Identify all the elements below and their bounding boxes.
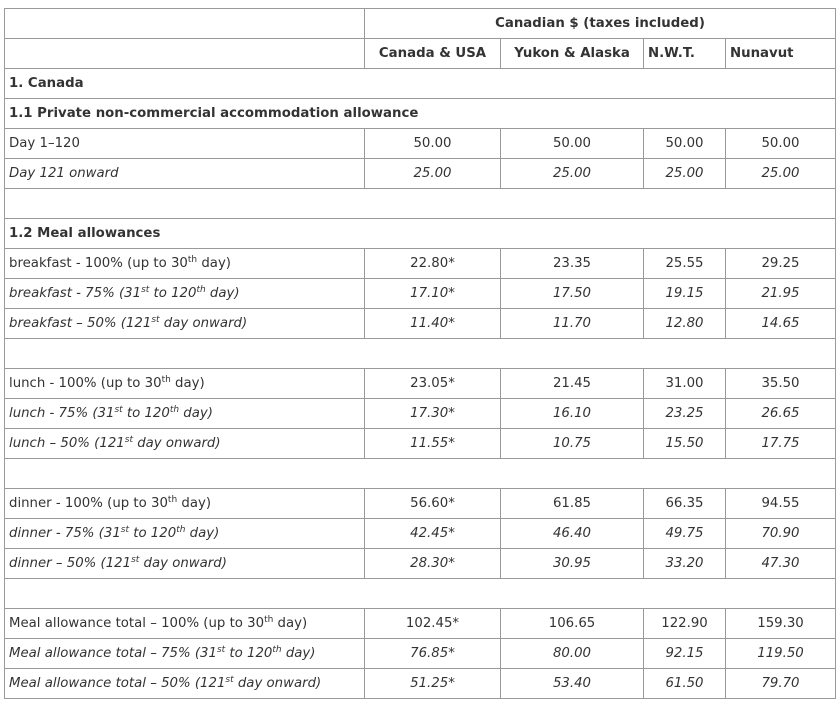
value-cell: 25.00 bbox=[726, 159, 836, 189]
section-row bbox=[5, 99, 836, 129]
value-cell: 46.40 bbox=[501, 519, 644, 549]
meal-group bbox=[5, 369, 836, 459]
section-heading: 1. Canada bbox=[5, 69, 836, 99]
empty-header-cell bbox=[5, 39, 365, 69]
value-cell: 17.30* bbox=[365, 399, 501, 429]
row-label bbox=[5, 429, 365, 459]
row-label bbox=[5, 309, 365, 339]
column-header: Canada & USA bbox=[365, 39, 501, 69]
value-cell: 94.55 bbox=[726, 489, 836, 519]
ordinal-suffix: th bbox=[169, 405, 180, 415]
meal-group bbox=[5, 609, 836, 699]
label-text: to 120 bbox=[225, 646, 273, 661]
table-row bbox=[5, 669, 836, 699]
ordinal-suffix: th bbox=[187, 255, 198, 265]
row-label bbox=[5, 399, 365, 429]
spacer-cell bbox=[5, 579, 836, 609]
value-cell: 15.50 bbox=[644, 429, 726, 459]
spacer-cell bbox=[5, 189, 836, 219]
ordinal-suffix: st bbox=[225, 675, 234, 685]
row-label: Day 121 onward bbox=[5, 159, 365, 189]
value-cell: 42.45* bbox=[365, 519, 501, 549]
column-header: N.W.T. bbox=[644, 39, 726, 69]
value-cell: 28.30* bbox=[365, 549, 501, 579]
value-cell: 23.05* bbox=[365, 369, 501, 399]
value-cell: 10.75 bbox=[501, 429, 644, 459]
value-cell: 47.30 bbox=[726, 549, 836, 579]
label-text: lunch – 50% (121 bbox=[9, 436, 125, 451]
ordinal-suffix: st bbox=[141, 285, 150, 295]
label-text: breakfast – 50% (121 bbox=[9, 316, 152, 331]
label-text: dinner - 100% (up to 30 bbox=[9, 496, 168, 511]
value-cell: 80.00 bbox=[501, 639, 644, 669]
section-heading: 1.2 Meal allowances bbox=[5, 219, 836, 249]
value-cell: 50.00 bbox=[365, 129, 501, 159]
value-cell: 21.45 bbox=[501, 369, 644, 399]
row-label bbox=[5, 249, 365, 279]
label-text: to 120 bbox=[129, 526, 177, 541]
row-label bbox=[5, 669, 365, 699]
label-text: lunch - 100% (up to 30 bbox=[9, 376, 162, 391]
value-cell: 25.00 bbox=[365, 159, 501, 189]
table-row bbox=[5, 279, 836, 309]
table-row bbox=[5, 249, 836, 279]
column-header: Yukon & Alaska bbox=[501, 39, 644, 69]
value-cell: 106.65 bbox=[501, 609, 644, 639]
table-row bbox=[5, 609, 836, 639]
value-cell: 53.40 bbox=[501, 669, 644, 699]
value-cell: 102.45* bbox=[365, 609, 501, 639]
meal-group bbox=[5, 249, 836, 339]
label-text: day) bbox=[177, 496, 212, 511]
ordinal-suffix: st bbox=[124, 435, 133, 445]
table-row bbox=[5, 549, 836, 579]
value-cell: 159.30 bbox=[726, 609, 836, 639]
value-cell: 25.00 bbox=[644, 159, 726, 189]
spacer-cell bbox=[5, 459, 836, 489]
ordinal-suffix: st bbox=[131, 555, 140, 565]
value-cell: 29.25 bbox=[726, 249, 836, 279]
value-cell: 23.25 bbox=[644, 399, 726, 429]
ordinal-suffix: st bbox=[114, 405, 123, 415]
value-cell: 119.50 bbox=[726, 639, 836, 669]
column-header: Nunavut bbox=[726, 39, 836, 69]
label-text: dinner - 75% (31 bbox=[9, 526, 121, 541]
value-cell: 66.35 bbox=[644, 489, 726, 519]
label-text: day) bbox=[273, 616, 308, 631]
value-cell: 76.85* bbox=[365, 639, 501, 669]
ordinal-suffix: th bbox=[264, 615, 274, 625]
value-cell: 33.20 bbox=[644, 549, 726, 579]
row-label bbox=[5, 279, 365, 309]
column-header-row bbox=[5, 39, 836, 69]
label-text: to 120 bbox=[122, 406, 170, 421]
label-text: Meal allowance total – 75% (31 bbox=[9, 646, 217, 661]
ordinal-suffix: th bbox=[161, 375, 171, 385]
value-cell: 16.10 bbox=[501, 399, 644, 429]
value-cell: 50.00 bbox=[644, 129, 726, 159]
value-cell: 17.75 bbox=[726, 429, 836, 459]
table-row bbox=[5, 639, 836, 669]
value-cell: 11.40* bbox=[365, 309, 501, 339]
value-cell: 49.75 bbox=[644, 519, 726, 549]
ordinal-suffix: th bbox=[196, 285, 206, 295]
spacer-row bbox=[5, 189, 836, 219]
value-cell: 26.65 bbox=[726, 399, 836, 429]
value-cell: 17.10* bbox=[365, 279, 501, 309]
row-label: Day 1–120 bbox=[5, 129, 365, 159]
label-text: breakfast - 100% (up to 30 bbox=[9, 256, 188, 271]
section-row bbox=[5, 69, 836, 99]
row-label bbox=[5, 639, 365, 669]
label-text: day onward) bbox=[233, 676, 322, 691]
value-cell: 19.15 bbox=[644, 279, 726, 309]
label-text: day onward) bbox=[132, 436, 221, 451]
allowance-table bbox=[4, 8, 836, 699]
value-cell: 25.00 bbox=[501, 159, 644, 189]
spacer-cell bbox=[5, 339, 836, 369]
ordinal-suffix: th bbox=[176, 525, 186, 535]
spacer-row bbox=[5, 579, 836, 609]
value-cell: 14.65 bbox=[726, 309, 836, 339]
label-text: Meal allowance total – 100% (up to 30 bbox=[9, 616, 265, 631]
value-cell: 11.70 bbox=[501, 309, 644, 339]
ordinal-suffix: th bbox=[272, 645, 282, 655]
section-heading: 1.1 Private non-commercial accommodation allowance bbox=[5, 99, 836, 129]
currency-header: Canadian $ (taxes included) bbox=[365, 9, 836, 39]
label-text: to 120 bbox=[149, 286, 197, 301]
ordinal-suffix: st bbox=[151, 315, 160, 325]
row-label bbox=[5, 489, 365, 519]
label-text: day) bbox=[281, 646, 316, 661]
value-cell: 22.80* bbox=[365, 249, 501, 279]
label-text: day) bbox=[170, 376, 205, 391]
table-row bbox=[5, 489, 836, 519]
value-cell: 50.00 bbox=[501, 129, 644, 159]
value-cell: 51.25* bbox=[365, 669, 501, 699]
currency-header-row bbox=[5, 9, 836, 39]
label-text: day onward) bbox=[159, 316, 248, 331]
row-label bbox=[5, 549, 365, 579]
table-row bbox=[5, 519, 836, 549]
label-text: day onward) bbox=[139, 556, 227, 571]
value-cell: 92.15 bbox=[644, 639, 726, 669]
value-cell: 35.50 bbox=[726, 369, 836, 399]
label-text: day) bbox=[185, 526, 220, 541]
value-cell: 122.90 bbox=[644, 609, 726, 639]
row-label bbox=[5, 519, 365, 549]
label-text: day) bbox=[179, 406, 213, 421]
ordinal-suffix: th bbox=[167, 495, 178, 505]
row-label bbox=[5, 609, 365, 639]
value-cell: 25.55 bbox=[644, 249, 726, 279]
ordinal-suffix: st bbox=[216, 645, 226, 655]
table-row bbox=[5, 429, 836, 459]
row-label bbox=[5, 369, 365, 399]
value-cell: 31.00 bbox=[644, 369, 726, 399]
value-cell: 61.50 bbox=[644, 669, 726, 699]
spacer-row bbox=[5, 339, 836, 369]
table-row bbox=[5, 369, 836, 399]
empty-header-cell bbox=[5, 9, 365, 39]
meal-group bbox=[5, 489, 836, 579]
value-cell: 17.50 bbox=[501, 279, 644, 309]
value-cell: 79.70 bbox=[726, 669, 836, 699]
value-cell: 50.00 bbox=[726, 129, 836, 159]
value-cell: 21.95 bbox=[726, 279, 836, 309]
label-text: day) bbox=[197, 256, 231, 271]
ordinal-suffix: st bbox=[120, 525, 129, 535]
table-row bbox=[5, 309, 836, 339]
label-text: day) bbox=[205, 286, 240, 301]
label-text: breakfast - 75% (31 bbox=[9, 286, 142, 301]
table-row bbox=[5, 129, 836, 159]
value-cell: 23.35 bbox=[501, 249, 644, 279]
value-cell: 30.95 bbox=[501, 549, 644, 579]
section-row bbox=[5, 219, 836, 249]
value-cell: 61.85 bbox=[501, 489, 644, 519]
value-cell: 70.90 bbox=[726, 519, 836, 549]
value-cell: 11.55* bbox=[365, 429, 501, 459]
value-cell: 12.80 bbox=[644, 309, 726, 339]
label-text: lunch - 75% (31 bbox=[9, 406, 115, 421]
value-cell: 56.60* bbox=[365, 489, 501, 519]
spacer-row bbox=[5, 459, 836, 489]
label-text: dinner – 50% (121 bbox=[9, 556, 132, 571]
table-row bbox=[5, 399, 836, 429]
table-row bbox=[5, 159, 836, 189]
label-text: Meal allowance total – 50% (121 bbox=[9, 676, 226, 691]
